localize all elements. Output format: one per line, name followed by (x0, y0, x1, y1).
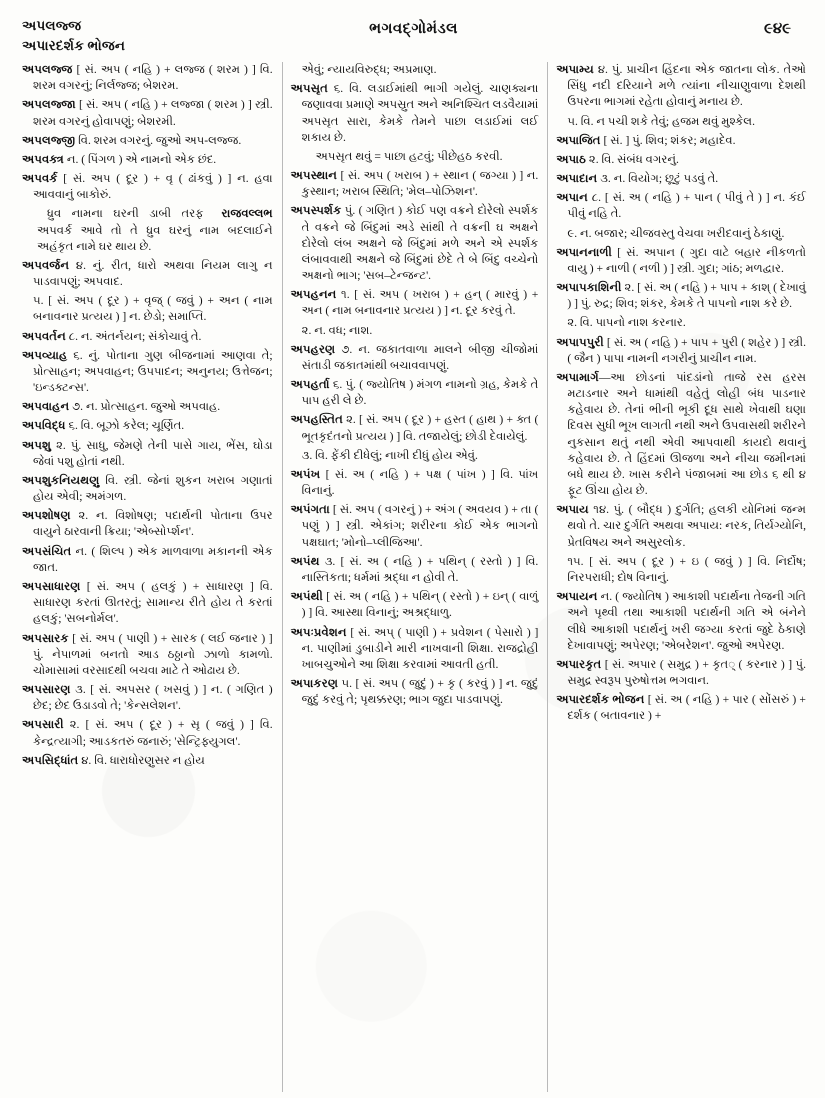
dictionary-entry (291, 502, 539, 551)
dictionary-entry (291, 81, 539, 146)
entry-definition: ૩. ન. વિયોગ; છૂટું પડવું તે. (597, 172, 719, 186)
entry-definition: ૨. વિ. સંબંધ વગરનું. (585, 152, 679, 166)
dictionary-entry (556, 190, 806, 222)
dictionary-entry (22, 418, 273, 434)
dictionary-entry (291, 287, 539, 319)
entry-definition: ૨. ન. વિશોષણ; પદાર્થની પોતાના ઉપર વાયુને ઠારવાની ક્રિયા; 'એબ્સોર્પ્શન'. (33, 509, 273, 539)
entry-headword: અપંથ (290, 554, 320, 568)
entry-sense: ૫. વિ. ન પચી શકે તેવું; હજમ થવું મુશ્કેલ. (567, 114, 755, 128)
entry-headword: અપલજ્જ (22, 63, 73, 76)
entry-definition: ૭. ન. પ્રોત્સાહન. જુઓ અપવાહ. (69, 400, 221, 414)
dictionary-entry (291, 342, 539, 374)
entry-definition: ૨. [ સં. અપ ( દૂર ) + સૃ ( જવું ) ] વિ. કેન્દ્રત્યાગી; આડકતરું જનારું; 'સેન્ટ્રિફ્યુગલ'. (33, 718, 273, 748)
dictionary-entry (22, 579, 273, 628)
dictionary-entry (556, 62, 806, 111)
dictionary-entry (556, 133, 806, 149)
entry-headword: અપાદાન (556, 172, 598, 186)
entry-definition: —આ છોડનાં પાંદડાંનો તાજે રસ હરસ મટાડનાર અને ધામાંથી વહેતું લોહી બંધ પાડનાર કહેવાય છે. તેનાં ભીની ભૂકી દૂધ સાથે ખેવાથી ઘણા દિવસ સુધી ભૂખ લાગતી નથી અને ઉપવાસથી શરીરને નુકસાન થતું નથી એવી આપવાથી કાયદો થવાનું કહેવાય છે. તે હિંદમાં ઊજળા અને નીચા જમીનમાં બધે થાય છે. ખાસ કરીને પંજાબમાં આ છોડ ૬ થી ૪ ફૂટ ઊંચા હોય છે. (567, 370, 806, 498)
entry-definition: ૪. નું. રીત, ધારો અથવા નિયમ લાગુ ન પાડવાપણું; અપવાદ. (33, 258, 273, 289)
entry-headword: અપવાહન (22, 400, 70, 414)
entry-headword: અપહસ્તિત (290, 413, 343, 427)
dictionary-entry (291, 168, 539, 200)
entry-definition: ન. ( પિંગળ ) એ નામનો એક છંદ. (63, 152, 217, 166)
dictionary-entry (22, 631, 273, 680)
entry-headword: અપવક્ત્ર (22, 152, 64, 166)
entry-sense: ૨. ન. વધ; નાશ. (301, 323, 373, 337)
entry-definition: [ સં. અ ( નહિ ) + પાર ( સોંસરું ) + દર્શક ( બતાવનાર ) + (567, 693, 806, 723)
entry-definition: ૧. [ સં. અપ ( ખરાબ ) + હન્ ( મારવું ) + અન ( નામ બનાવનાર પ્રત્યય ) ] ન. દૂર કરવું તે. (301, 288, 539, 318)
dictionary-entry (556, 692, 806, 724)
entry-headword: અપાજિત (556, 133, 601, 147)
dictionary-entry (556, 370, 806, 499)
dictionary-entry (22, 508, 273, 540)
entry-definition: ૨. પું. સાધુ, જેમણે તેની પાસે ગાય, ભેંસ, ઘોડા જેવાં પશુ હોતાં નથી. (33, 438, 273, 468)
entry-headword: અપામ્ય (556, 63, 594, 76)
quotation-citation: રાજવલ્લભ (221, 207, 273, 221)
entry-headword: અપાયન (556, 590, 598, 604)
column-3 (547, 62, 815, 1092)
entry-definition: ન. ( શિલ્પ ) એક માળવાળા મકાનની એક જાત. (33, 544, 273, 574)
entry-headword: અપલજ્જા (22, 98, 76, 112)
dictionary-entry (22, 133, 273, 149)
entry-headword: અપાઠ (556, 152, 586, 166)
entry-headword: અપાપપુરી (556, 335, 604, 349)
entry-definition: [ સં. અપ ( વગરનું ) + અંગ ( અવયવ ) + તા ( પણું ) ] સ્ત્રી. એકાંગ; શરીરના કોઈ એક ભાગનો પક્ષઘાત; 'મોનો–પ્લીજિઆ'. (301, 503, 539, 549)
entry-definition: વિ. શરમ વગરનું. જુઓ અપ-લજ્જ. (75, 133, 242, 147)
running-head-left-line2: અપારદર્શક ભોજન (22, 37, 126, 53)
entry-definition: [ સં. અપ ( દૂર ) + વૃ ( ઢાંકવું ) ] ન. હવા આવવાનું બાકોરું. (33, 172, 273, 202)
entry-headword: અપહર્તા (290, 378, 330, 392)
dictionary-entry (22, 682, 273, 714)
entry-headword: અપશોષણ (22, 509, 71, 523)
entry-definition: વિ. સ્ત્રી. જેનાં શુકન ખરાબ ગણાતાં હોય એવી; અમંગળ. (33, 473, 273, 504)
column-container (14, 62, 815, 1092)
dictionary-entry (22, 171, 273, 203)
entry-definition: [ સં. અપ્ ( પાણી ) + પ્રવેશન ( પેસારો ) ] ન. પાણીમાં ડુબાડીને મારી નાખવાની શિક્ષા. રાજદ્રોહી ખાબચુઓને આ શિક્ષા કરવામાં આવતી હતી. (301, 625, 539, 671)
dictionary-entry (556, 171, 806, 187)
entry-definition: [ સં. અપ ( નહિ ) + લજ્જ ( શરમ ) ] વિ. શરમ વગરનું; નિર્લજ્જ; બેશરમ. (33, 63, 273, 93)
entry-sense: ૯. ન. બજાર; ચીજવસ્તુ વેચવા ખરીદવાનું ઠેકાણું. (567, 226, 785, 240)
entry-definition: [ સં. અપ ( ખરાબ ) + સ્થાન ( જગ્યા ) ] ન. કુસ્થાન; ખરાબ સ્થિતિ; 'મેલ–પોઝિશન'. (301, 169, 539, 199)
dictionary-entry (556, 502, 806, 551)
dictionary-entry (22, 97, 273, 129)
entry-sense: ૫. [ સં. અપ ( દૂર ) + વૃજ્ ( જવું ) + અન ( નામ બનાવનાર પ્રત્યય ) ] ન. છેડો; સમાપ્તિ. (33, 294, 273, 324)
entry-definition: [ સં. અ ( નહિ ) + પાપ + પુરી ( શહેર ) ] સ્ત્રી. ( જૈન ) પાપા નામની નગરીનું પ્રાચીન નામ. (567, 335, 806, 365)
entry-headword: અપલજ્જી (22, 133, 76, 147)
entry-definition: ૬. વિ. લડાઈમાંથી ભાગી ગયેલું. ચાણક્યના જણાવવા પ્રમાણે અપસ્રુત અને અનિશ્ચિત લડવૈયામાં અપસૃત સારા, કેમકે તેમને પાછા લડાઈમાં લઈ શકાય છે. (301, 82, 539, 144)
dictionary-entry (291, 467, 539, 499)
entry-headword: અપસિદ્ધાંત (22, 753, 79, 767)
entry-headword: અપવર્જન (22, 258, 70, 272)
dictionary-entry (291, 554, 539, 586)
entry-headword: અપંગતા (290, 503, 330, 517)
entry-headword: અપામાર્ગ (556, 370, 599, 384)
dictionary-entry (22, 753, 273, 769)
entry-headword: અપસ્પર્શક (290, 204, 342, 218)
dictionary-entry (22, 544, 273, 576)
entry-definition: [ સં. ] પું. શિવ; શંકર; મહાદેવ. (600, 133, 736, 147)
entry-headword: અપવ્યાહ (22, 348, 68, 362)
dictionary-entry (22, 717, 273, 749)
entry-headword: અપહરણ (290, 342, 336, 356)
entry-sense: ૩. વિ. ફેંકી દીધેલું; નાખી દીધું હોય એવું. (301, 448, 478, 462)
entry-definition: [ સં. અ ( નહિ ) + પથિન્ ( રસ્તો ) + ઇન્ ( વાળું ) ] વિ. આસ્થા વિનાનું; અશ્રદ્ધાળુ. (301, 590, 539, 620)
dictionary-entry (22, 438, 273, 470)
entry-headword: અપંખ (290, 467, 321, 481)
entry-headword: અપંથી (290, 590, 323, 604)
entry-sense: ૨. વિ. પાપનો નાશ કરનાર. (567, 316, 686, 330)
entry-definition: [ સં. અપાન ( ગુદા વાટે બહાર નીકળતો વાયુ ) + નાળી ( નળી ) ] સ્ત્રી. ગુદા; ગાંઠ; મળદ્વાર. (567, 245, 806, 275)
entry-headword: અપારકૃત (556, 657, 602, 671)
running-head (18, 16, 809, 62)
entry-definition: [ સં. અપ ( હલકું ) + સાધારણ ] વિ. સાધારણ કરતાં ઊતરતું; સામાન્ય રીતે હોય તે કરતાં હલકું; 'સબનોર્મલ'. (33, 579, 273, 626)
entry-definition: ૬. પું. ( જ્યોતિષ ) મંગળ નામનો ગ્રહ, કેમકે તે પાપ હરી લે છે. (301, 378, 539, 408)
entry-headword: અપસાધારણ (22, 579, 81, 593)
entry-headword: અપવિદ્ધ (22, 419, 66, 433)
entry-definition: [ સં. અપ ( નહિ ) + લજ્જા ( શરમ ) ] સ્ત્રી. શરમ વગરનું હોવાપણું; બેશરમી. (33, 98, 273, 128)
dictionary-entry (556, 245, 806, 277)
entry-definition: ૮. [ સં. અ ( નહિ ) + પાન ( પીવું તે ) ] ન. કંઈ પીવું નહિ તે. (567, 191, 806, 221)
entry-quotation (22, 206, 273, 255)
entry-definition: ૨. [ સં. અ ( નહિ ) + પાપ + કાશ્ ( દેખાવું ) ] પું. રુદ્ર; શિવ; શંકર, કેમકે તે પાપનો નાશ કરે છે. (567, 281, 806, 311)
entry-headword: અપશુકનિયથણુ (22, 473, 100, 487)
entry-headword: અપસારી (22, 718, 64, 732)
entry-headword: અપાય (556, 503, 589, 517)
dictionary-entry (291, 377, 539, 409)
entry-definition: ૨. [ સં. અપ ( દૂર ) + હસ્ત ( હાથ ) + ક્ત ( ભૂતકૃદંતનો પ્રત્યય ) ] વિ. તજાયેલું; છોડી દેવાયેલું. (301, 413, 539, 443)
entry-headword: અપસારક (22, 631, 69, 645)
dictionary-entry (556, 335, 806, 367)
dictionary-entry (22, 329, 273, 345)
dictionary-entry (22, 473, 273, 505)
entry-definition: [ સં. અપ ( પાણી ) + સારક ( લઈ જનાર ) ] પું. નેપાળમાં બનતો આડ ઠઠ્ઠાનો ઝાળો કામળો. ચોમાસામાં વરસાદથી બચવા માટે તે ઓઢાય છે. (33, 631, 273, 677)
dictionary-entry (556, 152, 806, 168)
entry-headword: અપશુ (22, 438, 51, 452)
entry-definition: ૮. ન. અંતર્નયન; સંકોચાવું તે. (65, 329, 202, 343)
dictionary-entry (556, 657, 806, 689)
quotation-text: અપસૃત થવું = પાછા હટવું; પીછેહઠ કરવી. (315, 149, 503, 163)
entry-definition: ૩. [ સં. અપસર ( ખસવું ) ] ન. ( ગણિત ) છેદ; છેદ ઉડાડવો તે; 'કેન્સલેશન'. (33, 683, 273, 713)
dictionary-entry (22, 152, 273, 168)
entry-headword: અપસ્થાન (290, 169, 338, 183)
entry-headword: અપહનન (290, 288, 337, 302)
entry-definition: [ સં. અ ( નહિ ) + પક્ષ ( પાંખ ) ] વિ. પાંખ વિનાનું. (301, 467, 539, 498)
running-head-left-line1: અપલજ્જ (22, 18, 82, 33)
entry-sense: ૧૫. [ સં. અપ ( દૂર ) + ઇ ( જવું ) ] વિ. નિર્દોષ; નિરપરાધી; દોષ વિનાનું. (567, 554, 806, 584)
entry-sense: એવું; ન્યાયવિરુદ્ધ; અપ્રમાણ. (301, 63, 437, 76)
entry-definition: ૪. વિ. ધારાધોરણુસર ન હોય (78, 753, 205, 767)
entry-headword: અપસંચિત (22, 544, 72, 558)
column-2 (282, 62, 548, 1092)
entry-headword: અપાપકાશિની (556, 281, 622, 295)
entry-headword: અપાનનાળી (556, 245, 612, 259)
entry-definition: ૬. નું. પોતાના ગુણ બીજનામાં આણવા તે; પ્રોત્સાહન; અપવાહન; ઉપપાદન; અનુનય; ઉત્તેજન; 'ઇન્ડક્ટન્સ'. (33, 348, 273, 395)
dictionary-entry (291, 203, 539, 284)
entry-definition: ન. ( જ્યોતિષ ) આકાશી પદાર્થના તેજની ગતિ અને પૃથ્વી તથા આકાશી પદાર્થની ગતિ એ બંનેને લીધે આકાશી પદાર્થનું ખરી જગ્યા કરતાં જુદે ઠેકાણે દેખાવાપણું; અપેરણ; 'એબરેશન'. જુઓ અપેરણ. (567, 590, 806, 652)
entry-headword: અપવર્ક (22, 172, 58, 186)
entry-headword: અપસારણ (22, 683, 71, 697)
entry-definition: ૩. [ સં. અ ( નહિ ) + પથિન્ ( રસ્તો ) ] વિ. નાસ્તિકતા; ધર્મમાં શ્રદ્ધા ન હોવી તે. (301, 554, 539, 584)
dictionary-entry (556, 589, 806, 654)
entry-definition: [ સં. અપાર ( સમુદ્ર ) + કૃત् ( કરનાર ) ] પું. સમુદ્ર સ્વરૂપ પુરુષોત્તમ ભગવાન. (567, 657, 806, 688)
entry-definition: ૬. વિ. બૂઝો કરેલ; ચૂર્ણિત. (65, 419, 185, 433)
entry-headword: અપારદર્શક ભોજન (556, 693, 645, 707)
entry-definition: ૪. પું. પ્રાચીન હિંદના એક જાતના લોક. તેઓ સિંધુ નદી દરિયાને મળે ત્યાંના નીચાણુવાળા દેશથી ઉપરના ભાગમાં રહેતા હોવાનું મનાય છે. (567, 63, 806, 109)
page-number: ૯૪૯ (763, 21, 791, 37)
dictionary-entry (291, 676, 539, 708)
dictionary-entry (291, 589, 539, 621)
entry-headword: અપવર્તન (22, 329, 66, 343)
dictionary-entry (291, 412, 539, 444)
entry-headword: અપાકરણ (290, 677, 339, 691)
entry-definition: પું. ( ગણિત ) કોઈ પણ વક્રને દોરેલો સ્પર્શક તે વક્રને જે બિંદુમાં અડે સાંથી તે વક્રની ઘ અક્ષને દોરેલો લંબ અક્ષને જે બિંદુમાં મળે અને એ સ્પર્શક લંબાવવાથી અક્ષને જે બિંદુમાં છેદે તે બે બિંદુ વચ્ચેનો અક્ષનો ભાગ; 'સબ–ટેન્જન્ટ'. (301, 204, 539, 283)
column-1 (14, 62, 282, 1092)
dictionary-entry (22, 348, 273, 397)
entry-definition: ૭. ન. જકાતવાળા માલને બીજી ચીજોમાં સંતાડી જકાતમાંથી બચાવવાપણું. (301, 342, 539, 372)
entry-headword: અપાન (556, 191, 588, 205)
dictionary-entry (22, 399, 273, 415)
dictionary-entry (556, 280, 806, 312)
dictionary-entry (22, 62, 273, 94)
entry-definition: ૫. [ સં. અપ ( જુદું ) + કૃ ( કરવું ) ] ન. જુદું જુદું કરવું તે; પૃથક્કરણ; ભાગ જુદા પાડવાપણું. (301, 677, 539, 707)
entry-definition: ૧૪. પું. ( બૌદ્ધ ) દુર્ગતિ; હલકી યોનિમાં જન્મ થવો તે. ચાર દુર્ગતિ અથવા અપાય: નરક, તિર્યગ્યોનિ, પ્રેતવિષય અને અસુરલોક. (567, 503, 806, 549)
document-title: ભગવદ્ગોમંડલ (369, 21, 458, 37)
entry-quotation (291, 149, 539, 165)
entry-headword: અપઃપ્રવેશન (290, 625, 347, 639)
dictionary-entry (291, 625, 539, 674)
entry-headword: અપસૃત (290, 82, 328, 96)
dictionary-entry (22, 258, 273, 290)
quotation-text: ધ્રુવ નામના ઘરની ડાબી તરફ અપવર્ક આવે તો તે ધ્રુવ ઘરનું નામ બદલાઈને અહંકૃત નામે ઘર થાય છે. (37, 207, 273, 253)
